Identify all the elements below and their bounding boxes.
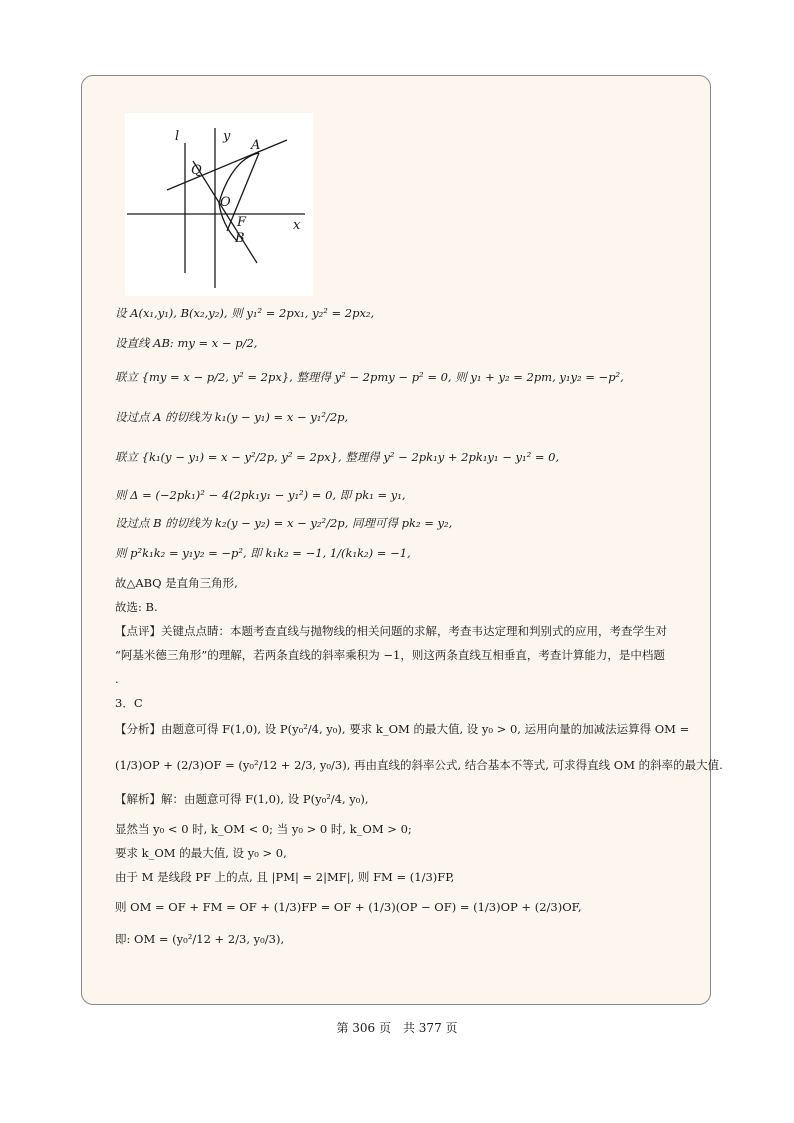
solution-line-6: 即: OM = (y₀²/12 + 2/3, y₀/3), <box>115 932 285 946</box>
label-B: B <box>235 231 245 246</box>
comment-line-3: . <box>115 672 119 686</box>
analysis-line-1: 【分析】由题意可得 F(1,0), 设 P(y₀²/4, y₀), 要求 k_OM 的最大值, 设 y₀ > 0, 运用向量的加减法运算得 OM = <box>115 722 690 736</box>
answer-3-heading: 3．C <box>115 696 143 710</box>
text-line-7: 设过点 B 的切线为 k₂(y − y₂) = x − y₂²/2p, 同理可得 pk₂ = y₂, <box>115 516 453 530</box>
text-line-10: 故选: B. <box>115 600 158 614</box>
text-line-9: 故△ABQ 是直角三角形, <box>115 576 238 590</box>
label-O: O <box>220 195 231 210</box>
solution-line-5: 则 OM = OF + FM = OF + (1/3)FP = OF + (1/3)(OP − OF) = (1/3)OP + (2/3)OF, <box>115 900 582 914</box>
analysis-line-2: (1/3)OP + (2/3)OF = (y₀²/12 + 2/3, y₀/3), 再由直线的斜率公式, 结合基本不等式, 可求得直线 OM 的斜率的最大值. <box>115 758 723 772</box>
tangent-at-B <box>193 161 257 263</box>
solution-line-4: 由于 M 是线段 PF 上的点, 且 |PM| = 2|MF|, 则 FM = (1/3)FP, <box>115 870 455 884</box>
solution-line-1: 【解析】解：由题意可得 F(1,0), 设 P(y₀²/4, y₀), <box>115 792 369 806</box>
comment-line-2: “阿基米德三角形”的理解，若两条直线的斜率乘积为 −1，则这两条直线互相垂直，考查计算能力，是中档题 <box>115 648 665 662</box>
parabola-diagram <box>125 113 313 296</box>
text-line-8: 则 p²k₁k₂ = y₁y₂ = −p², 即 k₁k₂ = −1, 1/(k₁k₂) = −1, <box>115 546 411 560</box>
label-y: y <box>223 129 231 144</box>
parabola-figure <box>125 113 313 296</box>
text-line-5: 联立 {k₁(y − y₁) = x − y²/2p, y² = 2px}, 整理得 y² − 2pk₁y + 2pk₁y₁ − y₁² = 0, <box>115 450 560 464</box>
page-footer: 第 306 页 共 377 页 <box>336 1021 458 1035</box>
text-line-4: 设过点 A 的切线为 k₁(y − y₁) = x − y₁²/2p, <box>115 410 349 424</box>
text-line-2: 设直线 AB: my = x − p/2, <box>115 336 258 350</box>
comment-line-1: 【点评】关键点点睛：本题考查直线与抛物线的相关问题的求解，考查韦达定理和判别式的应用，考查学生对 <box>115 624 667 638</box>
label-A: A <box>251 138 261 153</box>
text-line-1: 设 A(x₁,y₁), B(x₂,y₂), 则 y₁² = 2px₁, y₂² = 2px₂, <box>115 306 375 320</box>
text-line-6: 则 Δ = (−2pk₁)² − 4(2pk₁y₁ − y₁²) = 0, 即 pk₁ = y₁, <box>115 488 406 502</box>
solution-line-3: 要求 k_OM 的最大值, 设 y₀ > 0, <box>115 846 287 860</box>
label-l: l <box>175 129 180 144</box>
label-x: x <box>293 218 301 233</box>
label-Q: Q <box>191 163 202 178</box>
text-line-3: 联立 {my = x − p/2, y² = 2px}, 整理得 y² − 2pmy − p² = 0, 则 y₁ + y₂ = 2pm, y₁y₂ = −p², <box>115 370 624 384</box>
label-F: F <box>237 215 247 230</box>
solution-line-2: 显然当 y₀ < 0 时, k_OM < 0; 当 y₀ > 0 时, k_OM > 0; <box>115 822 412 836</box>
